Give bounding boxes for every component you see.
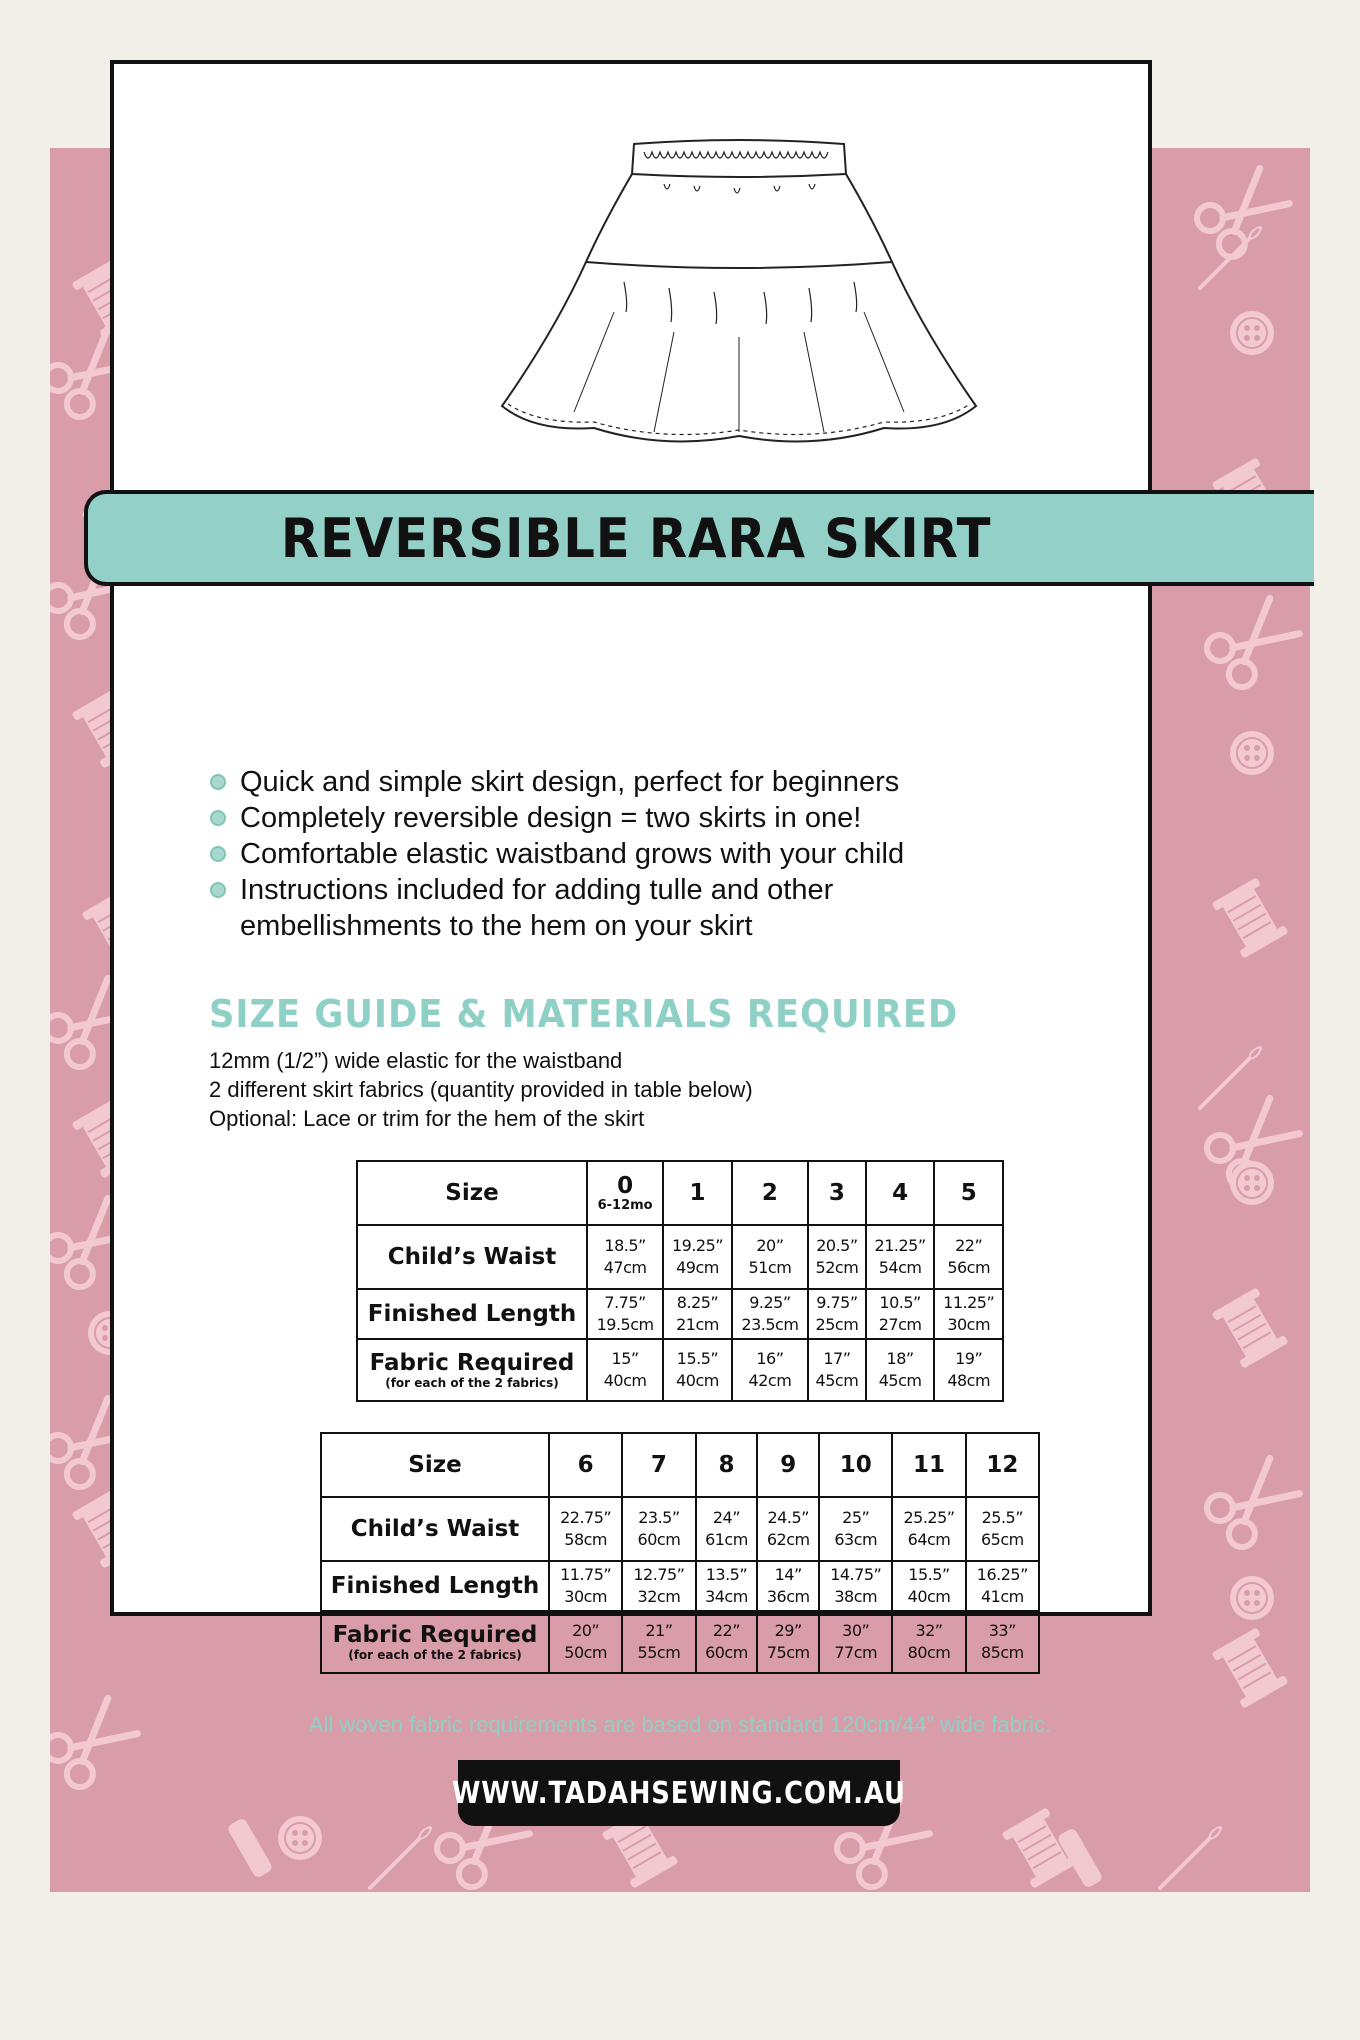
- size-column-header: [663, 1161, 732, 1225]
- bullet-icon: [210, 882, 226, 898]
- table-cell: [757, 1497, 819, 1561]
- size-table-2: [320, 1432, 1040, 1674]
- metric-value: 40cm: [907, 1587, 951, 1606]
- imperial-value: 23.5”: [638, 1508, 680, 1527]
- imperial-value: 15.5”: [908, 1565, 950, 1584]
- row-label-text: Finished Length: [330, 1573, 540, 1599]
- size-age-range: 6-12mo: [597, 1198, 653, 1213]
- table-cell: [934, 1225, 1003, 1289]
- metric-value: 77cm: [834, 1643, 878, 1662]
- size-header: Size: [321, 1433, 549, 1497]
- metric-value: 47cm: [603, 1258, 647, 1277]
- table-row: [321, 1611, 1039, 1673]
- metric-value: 61cm: [705, 1530, 748, 1549]
- skirt-illustration: [494, 132, 984, 452]
- imperial-value: 14.75”: [830, 1565, 882, 1584]
- imperial-value: 25.5”: [981, 1508, 1024, 1527]
- table-cell: [732, 1225, 808, 1289]
- size-column-header: [966, 1433, 1039, 1497]
- imperial-value: 22.75”: [560, 1508, 612, 1527]
- table-cell: [866, 1225, 935, 1289]
- metric-value: 45cm: [815, 1371, 859, 1390]
- table-cell: [966, 1561, 1039, 1611]
- table-cell: [808, 1289, 866, 1339]
- metric-value: 85cm: [980, 1643, 1024, 1662]
- size-column-header: [808, 1161, 866, 1225]
- table-cell: [696, 1497, 758, 1561]
- table-cell: [892, 1611, 965, 1673]
- imperial-value: 22”: [712, 1621, 741, 1640]
- table-cell: [663, 1225, 732, 1289]
- metric-value: 80cm: [907, 1643, 951, 1662]
- table-cell: [819, 1611, 892, 1673]
- imperial-value: 11.75”: [560, 1565, 612, 1584]
- size-value: 9: [780, 1452, 797, 1478]
- materials-line: 2 different skirt fabrics (quantity provided in table below): [209, 1077, 753, 1102]
- list-item: Completely reversible design = two skirts in one!: [208, 800, 1108, 836]
- imperial-value: 32”: [915, 1621, 943, 1640]
- table-cell: [819, 1497, 892, 1561]
- size-column-header: [934, 1161, 1003, 1225]
- metric-value: 56cm: [947, 1258, 991, 1277]
- table-cell: [622, 1611, 695, 1673]
- table-cell: [587, 1225, 663, 1289]
- metric-value: 64cm: [907, 1530, 951, 1549]
- size-column-header: [892, 1433, 965, 1497]
- imperial-value: 20.5”: [816, 1236, 858, 1255]
- imperial-value: 25”: [842, 1508, 870, 1527]
- metric-value: 55cm: [637, 1643, 681, 1662]
- size-value: 3: [828, 1180, 845, 1206]
- metric-value: 54cm: [878, 1258, 922, 1277]
- imperial-value: 22”: [955, 1236, 983, 1255]
- size-column-header: [549, 1433, 622, 1497]
- imperial-value: 13.5”: [705, 1565, 748, 1584]
- metric-value: 60cm: [637, 1530, 681, 1549]
- imperial-value: 16”: [756, 1349, 784, 1368]
- size-value: 11: [913, 1452, 946, 1478]
- table-cell: [966, 1611, 1039, 1673]
- size-column-header: [696, 1433, 758, 1497]
- bullet-icon: [210, 846, 226, 862]
- row-label-text: Child’s Waist: [350, 1516, 520, 1542]
- list-item: Comfortable elastic waistband grows with your child: [208, 836, 1108, 872]
- size-value: 8: [718, 1452, 735, 1478]
- materials-list: [209, 1046, 753, 1133]
- metric-value: 32cm: [637, 1587, 681, 1606]
- metric-value: 42cm: [748, 1371, 792, 1390]
- metric-value: 75cm: [766, 1643, 810, 1662]
- size-value: 7: [650, 1452, 667, 1478]
- imperial-value: 19”: [955, 1349, 983, 1368]
- imperial-value: 15.5”: [676, 1349, 719, 1368]
- table-cell: [892, 1561, 965, 1611]
- metric-value: 23.5cm: [741, 1315, 799, 1334]
- metric-value: 51cm: [748, 1258, 792, 1277]
- imperial-value: 21”: [645, 1621, 673, 1640]
- table-cell: [866, 1339, 935, 1401]
- table-row: [357, 1339, 1003, 1401]
- imperial-value: 20”: [756, 1236, 784, 1255]
- feature-list: [208, 764, 1108, 944]
- table-row: [321, 1561, 1039, 1611]
- metric-value: 38cm: [834, 1587, 878, 1606]
- size-column-header: [622, 1433, 695, 1497]
- table-cell: [587, 1289, 663, 1339]
- imperial-value: 24”: [712, 1508, 741, 1527]
- metric-value: 60cm: [705, 1643, 748, 1662]
- size-value: 12: [986, 1452, 1019, 1478]
- imperial-value: 12.75”: [633, 1565, 685, 1584]
- table-cell: [696, 1561, 758, 1611]
- row-label-text: Fabric Required: [369, 1350, 575, 1376]
- size-value: 6: [577, 1452, 594, 1478]
- metric-value: 41cm: [980, 1587, 1024, 1606]
- table-cell: [934, 1289, 1003, 1339]
- materials-line: 12mm (1/2”) wide elastic for the waistband: [209, 1048, 623, 1073]
- row-label: [357, 1289, 587, 1339]
- row-label: [357, 1339, 587, 1401]
- row-label-text: Fabric Required: [332, 1622, 538, 1648]
- row-label-note: (for each of the 2 fabrics): [385, 1376, 559, 1390]
- metric-value: 40cm: [676, 1371, 719, 1390]
- metric-value: 65cm: [980, 1530, 1024, 1549]
- table-cell: [663, 1289, 732, 1339]
- row-label-note: (for each of the 2 fabrics): [348, 1648, 522, 1662]
- table-cell: [808, 1225, 866, 1289]
- imperial-value: 9.25”: [749, 1293, 791, 1312]
- size-column-header: [587, 1161, 663, 1225]
- row-label-text: Finished Length: [367, 1301, 577, 1327]
- size-table-1: [356, 1160, 1004, 1402]
- metric-value: 45cm: [878, 1371, 922, 1390]
- website-link[interactable]: WWW.TADAHSEWING.COM.AU: [452, 1775, 906, 1811]
- row-label: [357, 1225, 587, 1289]
- imperial-value: 17”: [823, 1349, 851, 1368]
- imperial-value: 18.5”: [604, 1236, 646, 1255]
- metric-value: 50cm: [564, 1643, 608, 1662]
- metric-value: 19.5cm: [596, 1315, 654, 1334]
- size-value: 4: [892, 1180, 909, 1206]
- metric-value: 25cm: [815, 1315, 859, 1334]
- imperial-value: 18”: [886, 1349, 914, 1368]
- row-label-text: Child’s Waist: [387, 1244, 557, 1270]
- table-row: [321, 1497, 1039, 1561]
- imperial-value: 16.25”: [976, 1565, 1028, 1584]
- table-cell: [587, 1339, 663, 1401]
- metric-value: 48cm: [947, 1371, 991, 1390]
- imperial-value: 19.25”: [671, 1236, 724, 1255]
- table-cell: [549, 1497, 622, 1561]
- metric-value: 27cm: [878, 1315, 922, 1334]
- imperial-value: 25.25”: [903, 1508, 955, 1527]
- imperial-value: 20”: [572, 1621, 600, 1640]
- metric-value: 63cm: [834, 1530, 878, 1549]
- size-column-header: [819, 1433, 892, 1497]
- imperial-value: 29”: [774, 1621, 802, 1640]
- table-cell: [757, 1611, 819, 1673]
- metric-value: 52cm: [815, 1258, 859, 1277]
- size-value: 0: [617, 1173, 634, 1199]
- size-header: Size: [357, 1161, 587, 1225]
- bullet-icon: [210, 774, 226, 790]
- imperial-value: 21.25”: [874, 1236, 926, 1255]
- table-cell: [757, 1561, 819, 1611]
- footnote: All woven fabric requirements are based on standard 120cm/44” wide fabric.: [308, 1712, 1052, 1737]
- table-cell: [808, 1339, 866, 1401]
- metric-value: 40cm: [603, 1371, 647, 1390]
- table-cell: [663, 1339, 732, 1401]
- imperial-value: 11.25”: [943, 1293, 995, 1312]
- imperial-value: 10.5”: [879, 1293, 921, 1312]
- metric-value: 21cm: [676, 1315, 719, 1334]
- table-cell: [819, 1561, 892, 1611]
- table-cell: [696, 1611, 758, 1673]
- table-cell: [892, 1497, 965, 1561]
- bullet-icon: [210, 810, 226, 826]
- imperial-value: 8.25”: [676, 1293, 719, 1312]
- row-label: [321, 1611, 549, 1673]
- size-value: 5: [960, 1180, 977, 1206]
- imperial-value: 7.75”: [604, 1293, 646, 1312]
- table-row: [357, 1289, 1003, 1339]
- table-cell: [732, 1289, 808, 1339]
- table-cell: [622, 1561, 695, 1611]
- metric-value: 30cm: [564, 1587, 608, 1606]
- title-banner: [84, 490, 1314, 586]
- imperial-value: 24.5”: [767, 1508, 809, 1527]
- metric-value: 62cm: [766, 1530, 810, 1549]
- metric-value: 49cm: [676, 1258, 719, 1277]
- metric-value: 36cm: [766, 1587, 810, 1606]
- table-cell: [549, 1561, 622, 1611]
- metric-value: 34cm: [705, 1587, 748, 1606]
- imperial-value: 33”: [988, 1621, 1016, 1640]
- materials-line: Optional: Lace or trim for the hem of the skirt: [209, 1106, 645, 1131]
- size-value: 2: [761, 1180, 778, 1206]
- size-column-header: [732, 1161, 808, 1225]
- table-cell: [866, 1289, 935, 1339]
- list-item: Quick and simple skirt design, perfect for beginners: [208, 764, 1108, 800]
- table-cell: [732, 1339, 808, 1401]
- size-value: 10: [839, 1452, 872, 1478]
- table-cell: [934, 1339, 1003, 1401]
- row-label: [321, 1561, 549, 1611]
- imperial-value: 14”: [774, 1565, 802, 1584]
- imperial-value: 15”: [611, 1349, 639, 1368]
- metric-value: 30cm: [947, 1315, 991, 1334]
- size-column-header: [866, 1161, 935, 1225]
- table-cell: [966, 1497, 1039, 1561]
- section-heading: SIZE GUIDE & MATERIALS REQUIRED: [209, 992, 959, 1036]
- table-cell: [622, 1497, 695, 1561]
- table-row: [357, 1225, 1003, 1289]
- imperial-value: 30”: [842, 1621, 870, 1640]
- size-value: 1: [689, 1180, 706, 1206]
- imperial-value: 9.75”: [816, 1293, 858, 1312]
- row-label: [321, 1497, 549, 1561]
- list-item: Instructions included for adding tulle and other embellishments to the hem on your skirt: [208, 872, 988, 944]
- website-box: [452, 1760, 906, 1826]
- size-column-header: [757, 1433, 819, 1497]
- page-title: REVERSIBLE RARA SKIRT: [280, 506, 992, 570]
- table-cell: [549, 1611, 622, 1673]
- metric-value: 58cm: [564, 1530, 608, 1549]
